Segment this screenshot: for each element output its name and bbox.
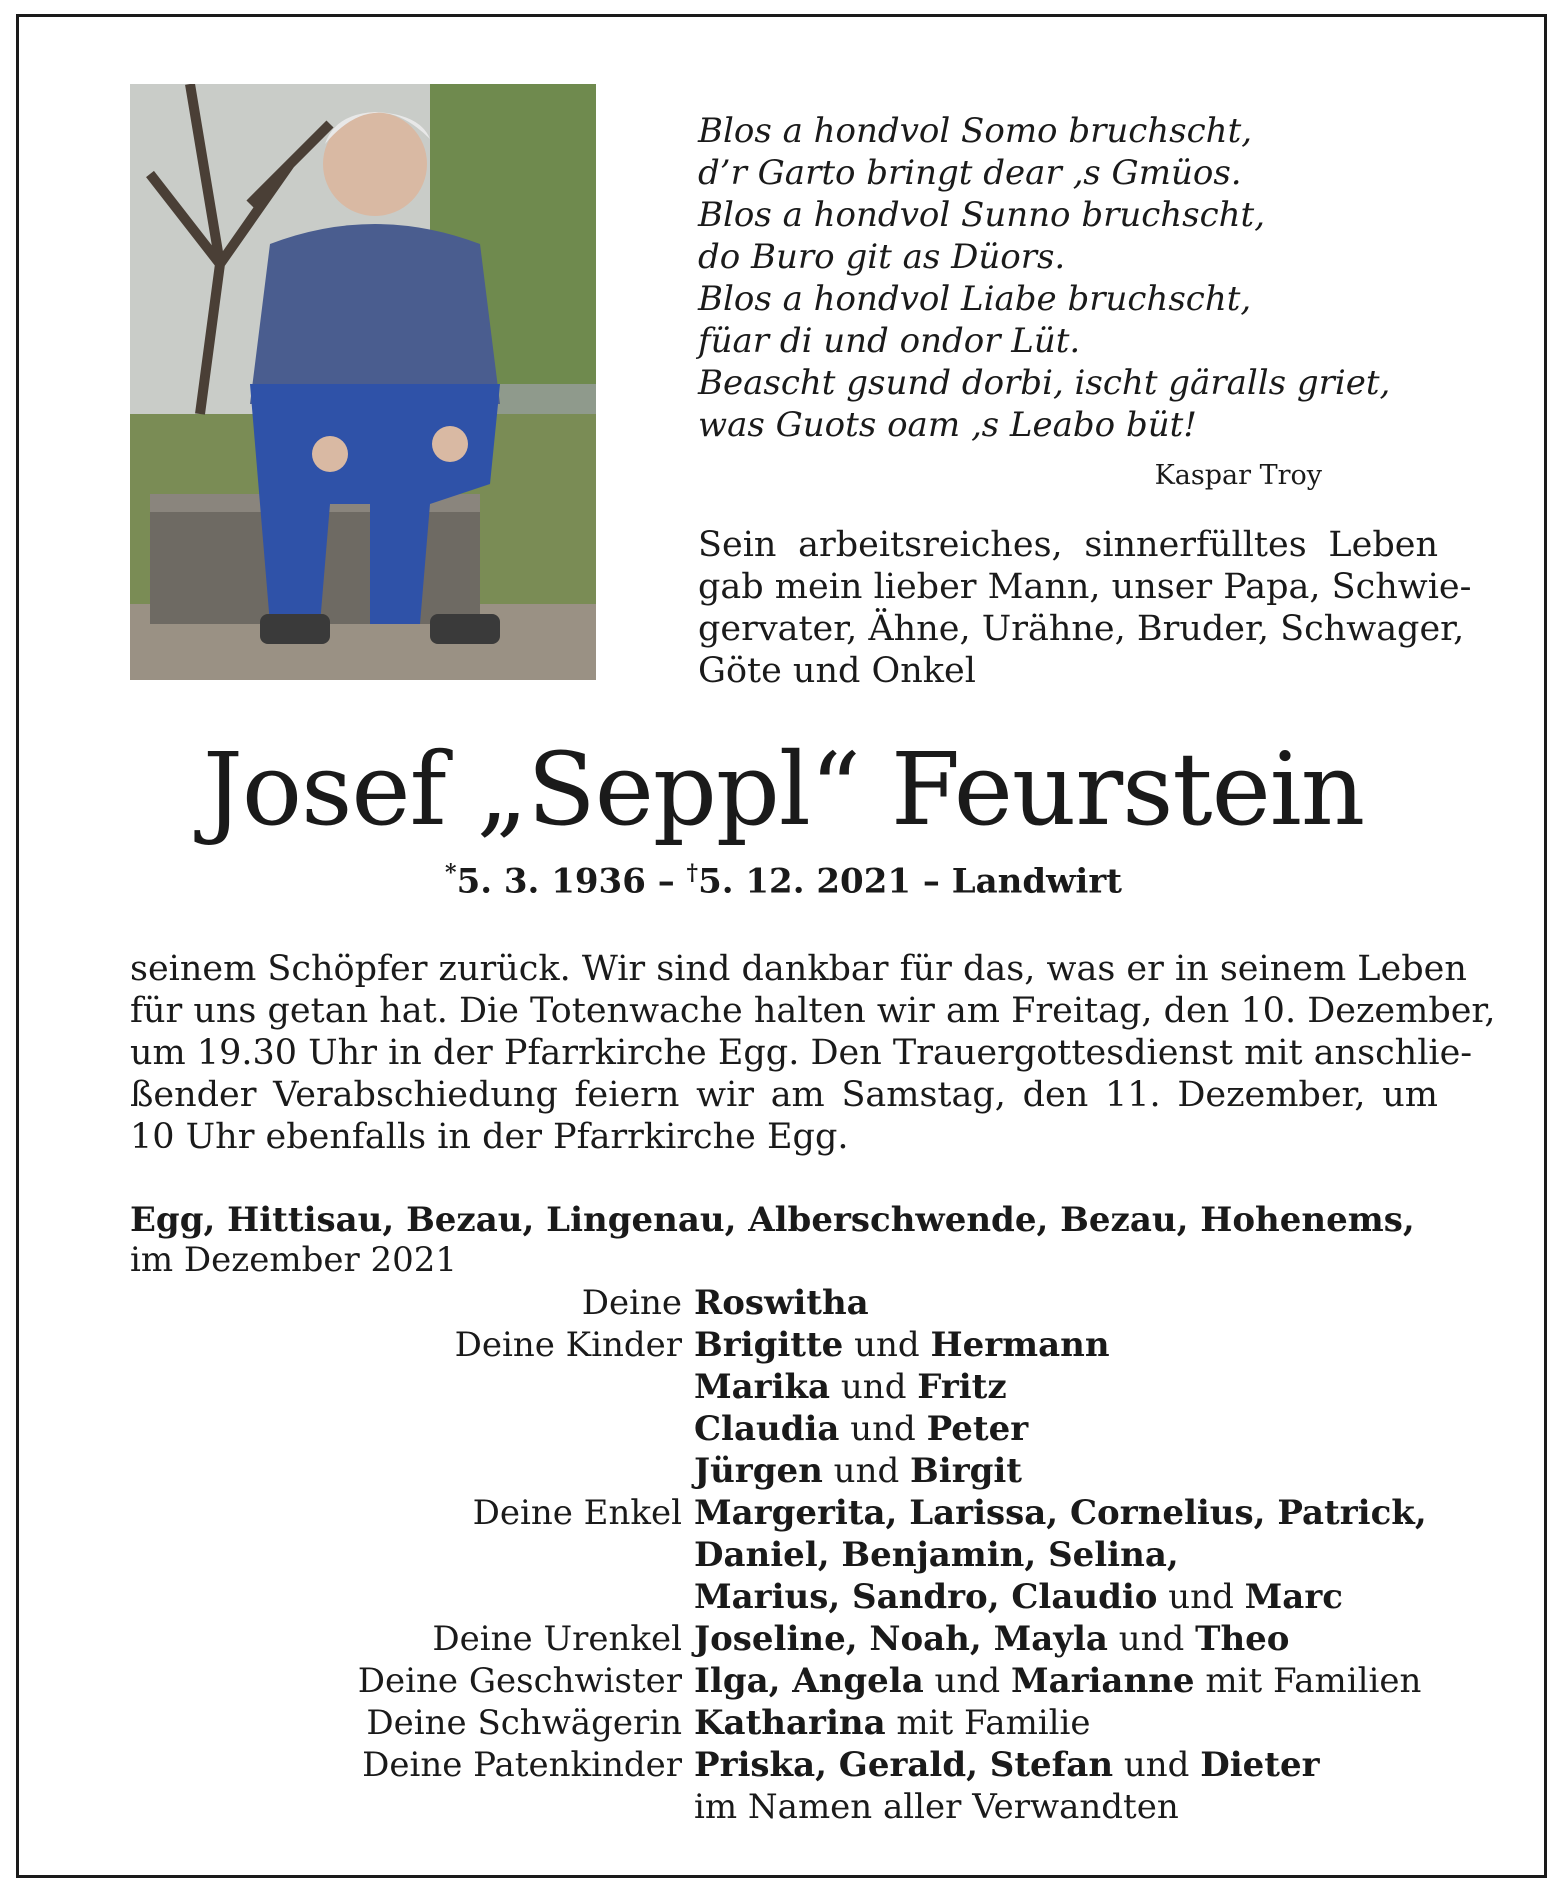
body-line: seinem Schöpfer zurück. Wir sind dankbar für das, was er in seinem Leben xyxy=(130,949,1467,989)
mourner-name: Claudia xyxy=(694,1409,840,1449)
closing-line: im Namen aller Verwandten xyxy=(694,1787,1179,1827)
mourner-row xyxy=(130,1618,1470,1660)
mourner-row xyxy=(130,1450,1470,1492)
portrait-photo-icon xyxy=(130,84,596,680)
mourner-row xyxy=(130,1492,1470,1534)
intro-line: Göte und Onkel xyxy=(698,651,976,691)
mourner-name: Roswitha xyxy=(694,1283,869,1323)
body-line: um 19.30 Uhr in der Pfarrkirche Egg. Den Trauergottesdienst mit anschlie- xyxy=(130,1033,1473,1073)
poem-line: was Guots oam ‚s Leabo büt! xyxy=(698,405,1197,445)
death-date: 5. 12. 2021 xyxy=(698,861,912,902)
portrait-photo xyxy=(130,84,596,680)
connector: mit Familien xyxy=(1194,1661,1422,1701)
connector: und xyxy=(1113,1745,1201,1785)
birth-mark: * xyxy=(445,860,457,886)
mourner-name: Hermann xyxy=(930,1325,1110,1365)
body-line: für uns getan hat. Die Totenwache halten wir am Freitag, den 10. Dezember, xyxy=(130,991,1496,1031)
announcement-text xyxy=(130,948,1496,1158)
connector: und xyxy=(822,1451,911,1491)
mourner-row xyxy=(130,1702,1470,1744)
mourner-row xyxy=(130,1282,1470,1324)
poem-line: Blos a hondvol Liabe bruchscht, xyxy=(698,279,1252,319)
mourner-row xyxy=(130,1534,1470,1576)
mourner-name: Jürgen xyxy=(694,1451,823,1491)
connector: und xyxy=(830,1367,918,1407)
mourner-name: Daniel, Benjamin, Selina, xyxy=(694,1535,1179,1575)
mourner-row xyxy=(130,1408,1470,1450)
mourner-name: Fritz xyxy=(917,1367,1007,1407)
mourner-row xyxy=(130,1786,1470,1828)
connector: und xyxy=(843,1325,931,1365)
intro-line: gab mein lieber Mann, unser Papa, Schwie- xyxy=(698,567,1472,607)
poem-author: Kaspar Troy xyxy=(1154,460,1322,491)
connector: mit Familie xyxy=(885,1703,1091,1743)
mourner-name: Joseline, Noah, Mayla xyxy=(694,1619,1108,1659)
mourner-name: Priska, Gerald, Stefan xyxy=(694,1745,1114,1785)
profession: Landwirt xyxy=(951,861,1122,902)
intro-line: gervater, Ähne, Urähne, Bruder, Schwager, xyxy=(698,609,1465,649)
mourner-name: Birgit xyxy=(910,1451,1023,1491)
poem-line: do Buro git as Düors. xyxy=(698,237,1066,277)
connector: und xyxy=(1107,1619,1196,1659)
date-separator: – xyxy=(645,861,687,902)
death-mark: † xyxy=(686,860,699,886)
mourner-name: Theo xyxy=(1195,1619,1290,1659)
relation-label: Deine Patenkinder xyxy=(362,1745,682,1785)
mourners-list xyxy=(130,1282,1470,1828)
poem xyxy=(698,110,1438,446)
connector: und xyxy=(839,1409,927,1449)
relation-label: Deine Enkel xyxy=(472,1493,682,1533)
mourner-name: Marius, Sandro, Claudio xyxy=(694,1577,1158,1617)
poem-line: d’r Garto bringt dear ‚s Gmüos. xyxy=(698,153,1242,193)
mourner-row xyxy=(130,1576,1470,1618)
deceased-name: Josef „Seppl“ Feurstein xyxy=(202,731,1365,848)
mourner-name: Marianne xyxy=(1010,1661,1195,1701)
mourner-row xyxy=(130,1324,1470,1366)
relation-label: Deine Kinder xyxy=(454,1325,682,1365)
places: Egg, Hittisau, Bezau, Lingenau, Alberschwende, Bezau, Hohenems, xyxy=(130,1200,1415,1240)
mourner-name: Marika xyxy=(694,1367,831,1407)
relation-label: Deine Schwägerin xyxy=(366,1703,682,1743)
body-line: 10 Uhr ebenfalls in der Pfarrkirche Egg. xyxy=(130,1117,849,1157)
poem-line: Beascht gsund dorbi, ischt gäralls griet, xyxy=(698,363,1391,403)
mourner-name: Peter xyxy=(926,1409,1029,1449)
date-separator: – xyxy=(911,861,952,902)
mourner-name: Dieter xyxy=(1200,1745,1320,1785)
mourner-name: Katharina xyxy=(694,1703,886,1743)
mourner-name: Marc xyxy=(1244,1577,1343,1617)
body-line: ßender Verabschiedung feiern wir am Samstag, den 11. Dezember, um xyxy=(130,1075,1438,1115)
poem-line: Blos a hondvol Somo bruchscht, xyxy=(698,111,1253,151)
relation-label: Deine Urenkel xyxy=(432,1619,682,1659)
birth-date: 5. 3. 1936 xyxy=(456,861,646,902)
mourner-row xyxy=(130,1366,1470,1408)
place-date: im Dezember 2021 xyxy=(130,1240,458,1280)
life-dates xyxy=(0,860,1567,901)
mourner-row xyxy=(130,1744,1470,1786)
mourner-name: Margerita, Larissa, Cornelius, Patrick, xyxy=(694,1493,1427,1533)
relation-label: Deine xyxy=(581,1283,682,1323)
relation-label: Deine Geschwister xyxy=(357,1661,682,1701)
intro-line: Sein arbeitsreiches, sinnerfülltes Leben xyxy=(698,525,1438,565)
mourner-name: Brigitte xyxy=(694,1325,844,1365)
connector: und xyxy=(923,1661,1011,1701)
mourner-name: Ilga, Angela xyxy=(694,1661,924,1701)
intro-text xyxy=(698,524,1472,692)
poem-line: Blos a hondvol Sunno bruchscht, xyxy=(698,195,1266,235)
connector: und xyxy=(1157,1577,1245,1617)
poem-line: füar di und ondor Lüt. xyxy=(698,321,1081,361)
mourner-row xyxy=(130,1660,1470,1702)
